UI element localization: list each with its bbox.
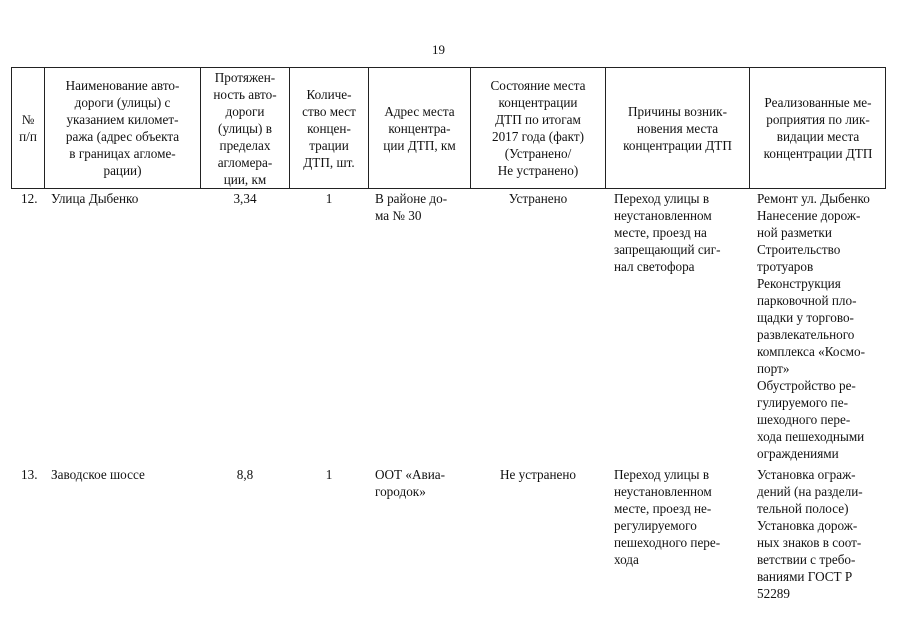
header-causes: Причины возник- новения места концентрации ДТП [623,103,732,153]
row-12-length: 3,34 [233,191,257,206]
header-count: Количе- ство мест концен- трации ДТП, шт. [302,86,356,170]
header-measures: Реализованные ме- роприятия по лик- видации места концентрации ДТП [763,95,873,161]
header-length: Протяжен- ность авто- дороги (улицы) в пределах агломера- ции, км [213,69,277,187]
row-12-measures: Ремонт ул. Дыбенко Нанесение дорож- ной разметки Строительство тротуаров Реконструкция парковочной пло- щадки у торгово- развлекательного комплекса «Космо- порт» Обустройство ре- гулируемого пе- шеходного пере- хода пешеходными ограждениями [757,191,870,461]
row-13-length: 8,8 [236,467,254,482]
row-12-num: 12. [21,191,38,206]
row-13-measures: Установка ограж- дений (на раздели- тельной полосе) Установка дорож- ных знаков в соот- ветствии с требо- ваниями ГОСТ Р 52289 [757,467,863,601]
page-number: 19 [432,42,445,57]
row-12-address: В районе до- ма № 30 [375,191,448,223]
header-num: № п/п [19,112,37,144]
row-13-num: 13. [21,467,38,482]
row-12-road: Улица Дыбенко [51,191,139,206]
row-12-count: 1 [325,191,333,206]
row-12-status: Устранено [508,191,568,206]
row-13-status: Не устранено [499,467,577,482]
header-road-name: Наименование авто- дороги (улицы) с указанием километ- ража (адрес объекта в границах агломе- рации) [65,78,180,178]
header-address: Адрес места концентра- ции ДТП, км [383,103,456,153]
row-13-road: Заводское шоссе [51,467,145,482]
row-13-address: ООТ «Авиа- городок» [375,467,446,499]
header-status: Состояние места концентрации ДТП по итогам 2017 года (факт) (Устранено/ Не устранено) [490,78,586,178]
row-12-causes: Переход улицы в неустановленном месте, проезд на запрещающий сиг- нал светофора [614,191,721,274]
row-13-causes: Переход улицы в неустановленном месте, проезд не- регулируемого пешеходного пере- хода [614,467,721,567]
row-13-count: 1 [325,467,333,482]
